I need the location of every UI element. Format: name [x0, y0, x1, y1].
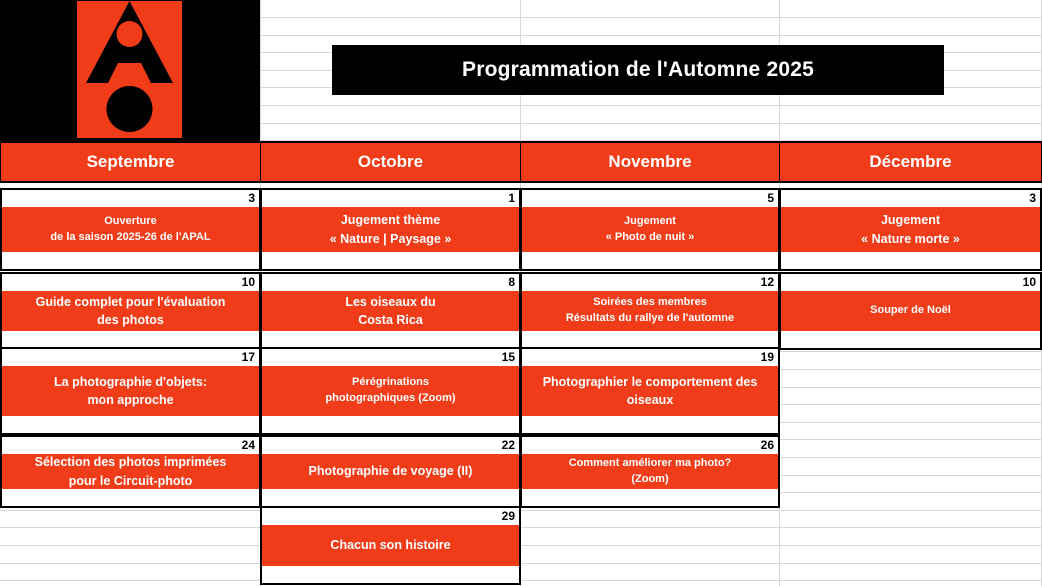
- cell-event-line: Les oiseaux du: [345, 294, 436, 309]
- cell-spacer: [781, 331, 1040, 348]
- cell-event[interactable]: [522, 454, 778, 489]
- calendar-cell[interactable]: [520, 435, 780, 508]
- cell-date: 17: [241, 350, 255, 364]
- gridline-row: [0, 545, 1042, 546]
- cell-event[interactable]: [781, 291, 1040, 331]
- cell-event-line: (Zoom): [631, 472, 669, 485]
- cell-date: 10: [241, 275, 255, 289]
- cell-event-line: mon approche: [87, 393, 174, 407]
- cell-event[interactable]: [522, 291, 778, 331]
- cell-event-line: La photographie d'objets:: [54, 374, 207, 389]
- cell-event[interactable]: [2, 207, 259, 252]
- cell-event-line: Jugement: [624, 214, 676, 227]
- cell-spacer: [262, 566, 519, 583]
- cell-event-line: de la saison 2025-26 de l'APAL: [50, 230, 211, 243]
- cell-event-line: Photographie de voyage (II): [308, 464, 473, 479]
- cell-event[interactable]: [522, 366, 778, 416]
- cell-spacer: [781, 252, 1040, 269]
- calendar-cell[interactable]: [260, 435, 521, 508]
- cell-event-line: Soirées des membres: [593, 296, 707, 309]
- calendar-cell[interactable]: [0, 435, 261, 508]
- month-header-label: Novembre: [608, 152, 692, 171]
- cell-date: 26: [760, 438, 774, 452]
- month-header-november: [520, 141, 780, 183]
- cell-spacer: [2, 252, 259, 269]
- cell-event[interactable]: [262, 366, 519, 416]
- cell-event-line: des photos: [97, 313, 164, 327]
- cell-date: 29: [501, 509, 515, 523]
- cell-event-line: Sélection des photos imprimées: [34, 455, 227, 470]
- cell-date: 15: [501, 350, 515, 364]
- cell-event-line: Guide complet pour l'évaluation: [35, 294, 226, 309]
- cell-event-line: Photographier le comportement des: [542, 374, 758, 389]
- cell-date: 5: [767, 191, 774, 205]
- cell-event-line: photographiques (Zoom): [325, 392, 456, 404]
- cell-event[interactable]: [781, 207, 1040, 252]
- cell-spacer: [522, 331, 778, 348]
- cell-date: 3: [1029, 191, 1036, 205]
- gridline-row: [0, 563, 1042, 564]
- calendar-cell[interactable]: [779, 188, 1042, 271]
- calendar-cell[interactable]: [520, 347, 780, 435]
- cell-event-line: oiseaux: [626, 393, 674, 407]
- month-header-september: [0, 141, 261, 183]
- month-header-label: Octobre: [357, 152, 424, 171]
- cell-spacer: [522, 252, 778, 269]
- cell-spacer: [2, 331, 259, 348]
- cell-event-line: Ouverture: [104, 214, 157, 227]
- cell-spacer: [2, 489, 259, 506]
- calendar-cell[interactable]: [260, 272, 521, 350]
- cell-spacer: [262, 331, 519, 348]
- cell-event[interactable]: [2, 366, 259, 416]
- month-header-label: Décembre: [869, 152, 952, 171]
- calendar-cell[interactable]: [260, 506, 521, 585]
- calendar-cell[interactable]: [0, 272, 261, 350]
- cell-event[interactable]: [262, 207, 519, 252]
- cell-spacer: [262, 489, 519, 506]
- cell-spacer: [262, 252, 519, 269]
- cell-date: 12: [760, 275, 774, 289]
- month-header-label: Septembre: [86, 152, 175, 171]
- calendar-cell[interactable]: [520, 188, 780, 271]
- cell-event[interactable]: [2, 454, 259, 489]
- cell-event-line: « Nature | Paysage »: [329, 231, 452, 246]
- cell-date: 3: [248, 191, 255, 205]
- cell-date: 22: [501, 438, 515, 452]
- cell-date: 1: [508, 191, 515, 205]
- cell-spacer: [522, 489, 778, 506]
- cell-event-line: Chacun son histoire: [330, 538, 451, 553]
- cell-event-line: Costa Rica: [358, 313, 423, 327]
- calendar-cell[interactable]: [260, 188, 521, 271]
- cell-event[interactable]: [262, 525, 519, 566]
- calendar-cell[interactable]: [0, 347, 261, 435]
- cell-event-line: Jugement: [880, 213, 941, 228]
- month-header-october: [260, 141, 521, 183]
- cell-event-line: pour le Circuit-photo: [68, 473, 193, 488]
- gridline-row: [0, 527, 1042, 528]
- cell-date: 24: [241, 438, 255, 452]
- cell-spacer: [2, 416, 259, 433]
- cell-event-line: « Nature morte »: [861, 231, 960, 246]
- cell-event-line: Pérégrinations: [351, 376, 430, 389]
- cell-event-line: Jugement thème: [340, 213, 441, 228]
- calendar-cell[interactable]: [260, 347, 521, 435]
- logo-a-mark: [77, 1, 182, 138]
- calendar-cell[interactable]: [520, 272, 780, 350]
- calendar-cell[interactable]: [779, 272, 1042, 350]
- cell-event-line: Souper de Noël: [870, 304, 951, 317]
- cell-event[interactable]: [2, 291, 259, 331]
- cell-event[interactable]: [262, 454, 519, 489]
- page-title: Programmation de l'Automne 2025: [332, 45, 944, 95]
- gridline-row: [0, 510, 1042, 511]
- cell-date: 10: [1022, 275, 1036, 289]
- cell-spacer: [262, 416, 519, 433]
- cell-event[interactable]: [522, 207, 778, 252]
- month-header-december: [779, 141, 1042, 183]
- cell-date: 19: [760, 350, 774, 364]
- gridline-row: [0, 580, 1042, 581]
- cell-event[interactable]: [262, 291, 519, 331]
- cell-event-line: Comment améliorer ma photo?: [568, 456, 732, 469]
- cell-date: 8: [508, 275, 515, 289]
- calendar-cell[interactable]: [0, 188, 261, 271]
- cell-spacer: [522, 416, 778, 433]
- apal-logo: [0, 0, 260, 141]
- cell-event-line: « Photo de nuit »: [605, 230, 695, 243]
- cell-event-line: Résultats du rallye de l'automne: [565, 312, 735, 324]
